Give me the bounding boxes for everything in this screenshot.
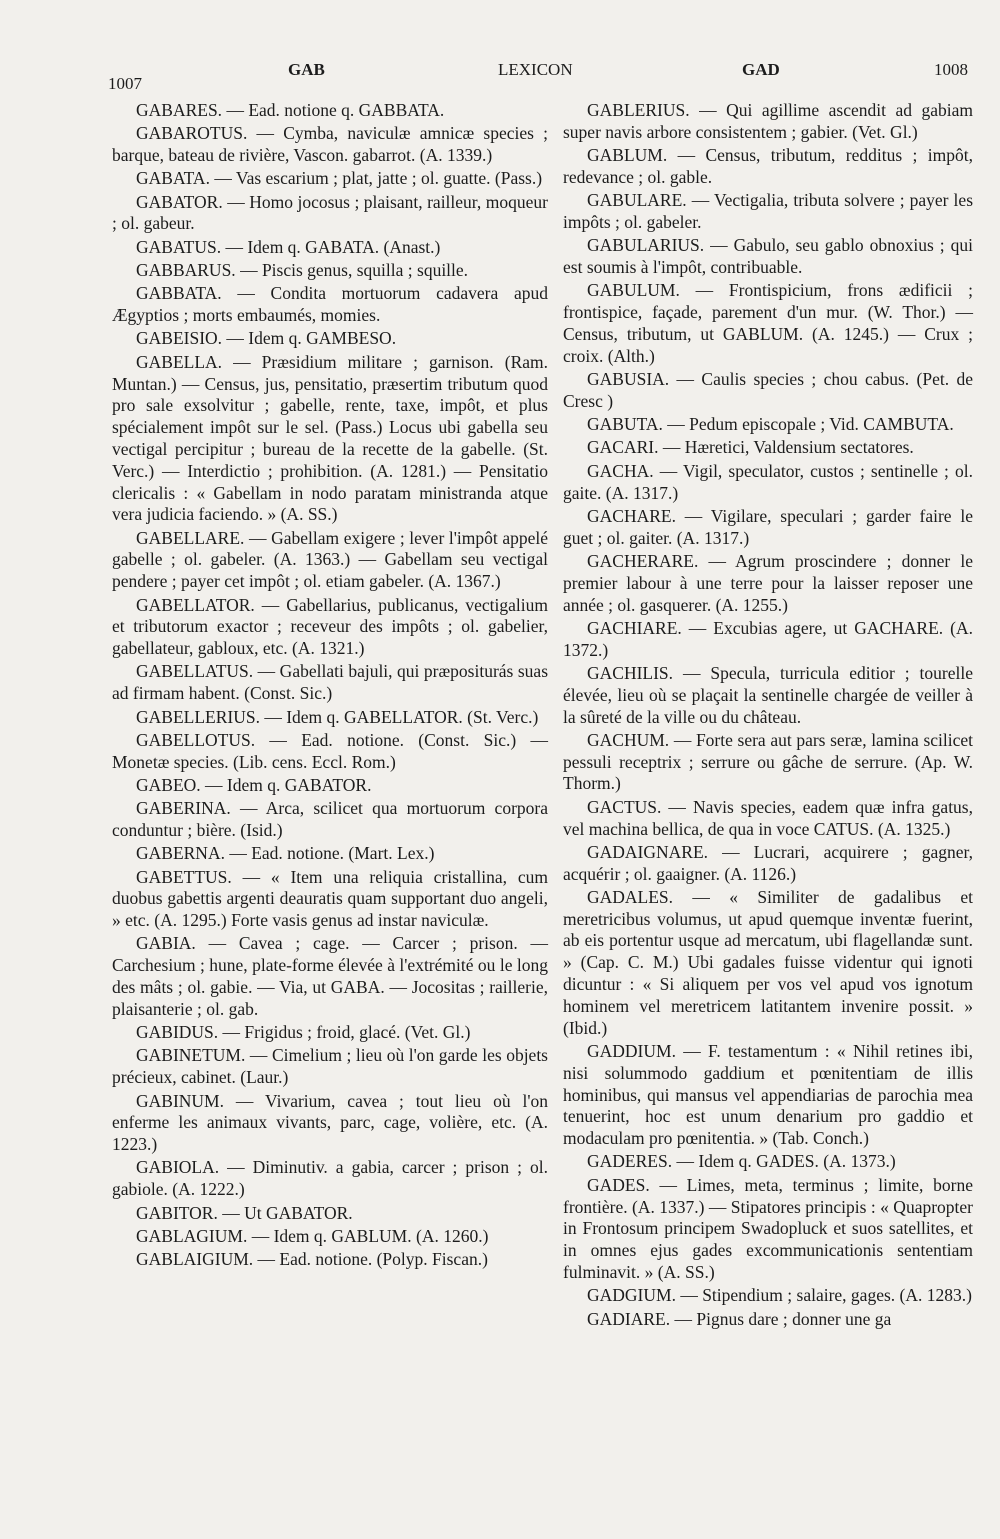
entry-headword: GABLAIGIUM. — [136, 1249, 254, 1270]
entry-definition: — Idem q. GABATOR. — [205, 774, 372, 795]
entry-definition: — Cimelium ; lieu où l'on garde les objets précieux, cabinet. (Laur.) — [112, 1045, 548, 1088]
entry-definition: — Qui agillime ascendit ad gabiam super navis arbore consistentem ; gabier. (Vet. Gl.) — [563, 100, 973, 142]
entry-headword: GABIDUS. — [136, 1022, 219, 1043]
entry-definition: — Ead. notione. (Mart. Lex.) — [229, 843, 435, 864]
dictionary-entry — [563, 797, 973, 841]
entry-definition: — Idem q. GABLUM. (A. 1260.) — [251, 1225, 489, 1246]
dictionary-entry — [112, 867, 548, 932]
entry-headword: GABELLA. — [136, 351, 223, 372]
entry-headword: GABIOLA. — [136, 1157, 220, 1178]
dictionary-entry — [563, 506, 973, 550]
entry-headword: GABATOR. — [136, 191, 223, 212]
entry-definition: — Vigilare, speculari ; garder faire le guet ; ol. gaiter. (A. 1317.) — [563, 505, 973, 548]
dictionary-entry — [563, 414, 973, 436]
entry-headword: GABEO. — [136, 774, 201, 795]
dictionary-entry — [563, 842, 973, 886]
entry-definition: — Lucrari, acquirere ; gagner, acquérir ; ol. gaaigner. (A. 1126.) — [563, 841, 973, 884]
dictionary-entry — [112, 1157, 548, 1201]
entry-definition: — Caulis species ; chou cabus. (Pet. de Cresc ) — [563, 369, 973, 411]
dictionary-entry — [112, 168, 548, 190]
running-header — [108, 60, 968, 93]
entry-headword: GABBARUS. — [136, 260, 236, 281]
entry-definition: — Diminutiv. a gabia, carcer ; prison ; ol. gabiole. (A. 1222.) — [112, 1157, 548, 1200]
entry-definition: — Limes, meta, terminus ; limite, borne frontière. (A. 1337.) — Stipatores principis : « Quapropter in Frontosum principem Swadopluck et suos satellites, et in omnes ejus gades excommunicationis sententiam fulminavit. » (A. SS.) — [563, 1174, 973, 1282]
dictionary-entry — [563, 1309, 973, 1331]
dictionary-entry — [112, 260, 548, 282]
dictionary-entry — [112, 933, 548, 1020]
entry-definition: — Idem q. GABATA. (Anast.) — [225, 236, 441, 257]
entry-definition: — Idem q. GABELLATOR. (St. Verc.) — [264, 706, 539, 727]
dictionary-entry — [563, 145, 973, 189]
page-number-left: 1007 — [108, 74, 142, 93]
dictionary-entry — [563, 1041, 973, 1150]
entry-definition: — Gabulo, seu gablo obnoxius ; qui est soumis à l'impôt, contribuable. — [563, 235, 974, 278]
entry-definition: — Agrum proscindere ; donner le premier labour à une terre pour la laisser reposer une année ; ol. gasquerer. (A. 1255.) — [563, 550, 973, 615]
dictionary-entry — [112, 595, 548, 660]
dictionary-entry — [563, 1151, 973, 1173]
entry-definition: — Cavea ; cage. — Carcer ; prison. — Carchesium ; hune, plate-forme élevée à l'extrémité ou le long des mâts ; ol. gabie. — Via, ut GABA. — Jocositas ; raillerie, plaisanterie ; ol. gab. — [112, 933, 549, 1019]
dictionary-entry — [112, 1045, 548, 1089]
entry-definition: — Frontispicium, frons ædificii ; frontispice, façade, parement d'un mur. (W. Thor.) — Census, tributum, ut GABLUM. (A. 1245.) — Crux ; croix. (Alth.) — [563, 280, 974, 366]
entry-definition: — Forte sera aut pars seræ, lamina scilicet pessuli receptrix ; serrure ou gâche de serrure. (Ap. W. Thorm.) — [563, 729, 974, 794]
entry-headword: GABBATA. — [136, 283, 222, 304]
entry-headword: GACHILIS. — [587, 662, 674, 683]
entry-definition: — Gabellati bajuli, qui præpositurás suas ad firmam habent. (Const. Sic.) — [112, 661, 549, 704]
dictionary-entry — [563, 887, 973, 1040]
entry-definition: — Arca, scilicet qua mortuorum corpora conduntur ; bière. (Isid.) — [112, 798, 549, 840]
dictionary-entry — [112, 237, 548, 259]
entry-headword: GABATA. — [136, 168, 210, 189]
dictionary-entry — [112, 123, 548, 167]
entry-definition: — Ead. notione. (Polyp. Fiscan.) — [257, 1249, 488, 1270]
entry-definition: — Condita mortuorum cadavera apud Ægyptios ; morts embaumés, momies. — [112, 283, 549, 326]
entry-definition: — F. testamentum : « Nihil retines ibi, nisi solummodo gaddium et pœnitentiam de illis hominibus, qui mansus vel appendiarias de parochia mea tenuerint, hoc est unum denarium pro gaddio et modaculam pro pœnitentia. » (Tab. Conch.) — [563, 1040, 973, 1149]
entry-headword: GABLERIUS. — [587, 100, 690, 120]
dictionary-entry — [563, 618, 973, 662]
entry-headword: GABLAGIUM. — [136, 1225, 248, 1246]
dictionary-entry — [112, 661, 548, 705]
entry-headword: GACHUM. — [587, 729, 670, 750]
entry-headword: GABUTA. — [587, 414, 663, 435]
entry-headword: GACTUS. — [587, 796, 662, 817]
dictionary-entry — [563, 551, 973, 616]
entry-headword: GABATUS. — [136, 236, 222, 257]
entry-definition: — Vas escarium ; plat, jatte ; ol. guatte. (Pass.) — [214, 168, 543, 189]
entry-definition: — Cymba, naviculæ amnicæ species ; barque, bateau de rivière, Vascon. gabarrot. (A. 1339.) — [112, 123, 548, 166]
entry-definition: — « Similiter de gadalibus et meretricibus volumus, ut apud quemque inventæ fuerint, ab eis portentur usque ad mercatum, ubi flagellandæ sunt. » (Cap. C. M.) Ubi gadales fuisse videntur qui ignoti dicuntur : « Si aliquem per vos vel apud vos ignotum hominem vel meretricem latitantem invenire possit. » (Ibid.) — [563, 886, 973, 1038]
entry-definition: — Ead. notione q. GABBATA. — [226, 100, 445, 120]
guide-word-right: GAD — [742, 60, 780, 79]
entry-definition: — Pedum episcopale ; Vid. CAMBUTA. — [667, 414, 954, 435]
entry-headword: GADGIUM. — [587, 1285, 676, 1306]
dictionary-entry — [112, 1022, 548, 1044]
entry-definition: — Piscis genus, squilla ; squille. — [240, 260, 469, 281]
dictionary-entry — [112, 798, 548, 842]
dictionary-entry — [112, 283, 548, 327]
entry-definition: — Census, tributum, redditus ; impôt, redevance ; ol. gable. — [563, 145, 973, 187]
dictionary-entry — [112, 328, 548, 350]
entry-headword: GABETTUS. — [136, 866, 232, 887]
entry-definition: — Ut GABATOR. — [222, 1202, 353, 1223]
dictionary-entry — [563, 1175, 973, 1284]
dictionary-entry — [112, 100, 548, 122]
dictionary-entry — [112, 1091, 548, 1156]
entry-headword: GABERINA. — [136, 798, 231, 819]
entry-headword: GACHERARE. — [587, 550, 699, 571]
entry-headword: GADERES. — [587, 1151, 673, 1172]
entry-headword: GABELLATUS. — [136, 661, 254, 682]
entry-headword: GABUSIA. — [587, 369, 670, 390]
dictionary-entry — [112, 1203, 548, 1225]
dictionary-entry — [563, 461, 973, 505]
entry-headword: GABULARIUS. — [587, 235, 705, 256]
entry-definition: — « Item una reliquia cristallina, cum duobus gabettis argenti deauratis quam supportant duo angeli, » etc. (A. 1295.) Forte vasis genus ad instar naviculæ. — [112, 866, 548, 931]
entry-definition: — Hæretici, Valdensium sectatores. — [662, 437, 914, 458]
dictionary-entry — [563, 663, 973, 728]
entry-headword: GABELLARE. — [136, 527, 245, 548]
entry-definition: — Specula, turricula editior ; tourelle élevée, lieu où se plaçait la sentinelle chargée de veiller à la sûreté de la ville ou du château. — [563, 662, 973, 727]
entry-headword: GABINUM. — [136, 1090, 224, 1111]
entry-definition: — Idem q. GAMBESO. — [226, 328, 397, 349]
entry-headword: GABIA. — [136, 933, 196, 954]
entry-headword: GABAROTUS. — [136, 123, 248, 144]
right-column — [563, 100, 973, 1332]
entry-headword: GADALES. — [587, 886, 674, 907]
entry-definition: — Navis species, eadem quæ infra gatus, vel machina bellica, de qua in voce CATUS. (A. 1325.) — [563, 796, 973, 839]
entry-definition: — Stipendium ; salaire, gages. (A. 1283.) — [680, 1285, 972, 1306]
dictionary-entry — [563, 1285, 973, 1307]
entry-headword: GABITOR. — [136, 1202, 218, 1223]
entry-definition: — Ead. notione. (Const. Sic.) — Monetæ species. (Lib. cens. Eccl. Rom.) — [112, 729, 549, 772]
entry-headword: GADAIGNARE. — [587, 841, 709, 862]
entry-headword: GABINETUM. — [136, 1045, 246, 1066]
dictionary-entry — [112, 707, 548, 729]
dictionary-entry — [563, 190, 973, 234]
dictionary-entry — [112, 843, 548, 865]
entry-headword: GACHIARE. — [587, 617, 682, 638]
entry-headword: GADIARE. — [587, 1308, 671, 1329]
dictionary-entry — [563, 235, 973, 279]
entry-definition: — Vivarium, cavea ; tout lieu où l'on enferme les animaux vivants, parc, cage, volière, etc. (A. 1223.) — [112, 1090, 548, 1155]
dictionary-entry — [112, 1249, 548, 1271]
dictionary-entry — [112, 192, 548, 236]
entry-headword: GABULARE. — [587, 190, 687, 211]
entry-headword: GABULUM. — [587, 280, 680, 301]
dictionary-entry — [563, 280, 973, 367]
entry-headword: GABARES. — [136, 100, 223, 120]
entry-definition: — Pignus dare ; donner une ga — [674, 1308, 892, 1329]
dictionary-entry — [112, 352, 548, 526]
entry-headword: GABEISIO. — [136, 328, 223, 349]
entry-definition: — Gabellam exigere ; lever l'impôt appelé gabelle ; ol. gabeler. (A. 1363.) — Gabellam seu vectigal pendere ; payer cet impôt ; ol. etiam gabeler. (A. 1367.) — [112, 527, 549, 592]
entry-headword: GADDIUM. — [587, 1040, 676, 1061]
entry-headword: GABELLOTUS. — [136, 729, 256, 750]
entry-definition: — Frigidus ; froid, glacé. (Vet. Gl.) — [222, 1022, 471, 1043]
header-title: LEXICON — [498, 60, 573, 79]
entry-headword: GACARI. — [587, 437, 659, 458]
entry-definition: — Homo jocosus ; plaisant, railleur, moqueur ; ol. gabeur. — [112, 191, 549, 234]
entry-headword: GABELLERIUS. — [136, 706, 260, 727]
dictionary-entry — [112, 528, 548, 593]
entry-headword: GABERNA. — [136, 843, 225, 864]
entry-headword: GADES. — [587, 1174, 650, 1195]
guide-word-left: GAB — [288, 60, 325, 79]
dictionary-entry — [112, 1226, 548, 1248]
entry-headword: GACHA. — [587, 460, 654, 481]
entry-definition: — Vectigalia, tributa solvere ; payer les impôts ; ol. gabeler. — [563, 190, 973, 232]
entry-definition: — Gabellarius, publicanus, vectigalium et tributorum exactor ; receveur des impôts ; ol. gabelier, gabellateur, gabloux, etc. (A. 1321.) — [112, 594, 548, 659]
entry-headword: GABELLATOR. — [136, 594, 255, 615]
dictionary-entry — [563, 100, 973, 144]
entry-definition: — Excubias agere, ut GACHARE. (A. 1372.) — [563, 617, 973, 660]
dictionary-entry — [563, 369, 973, 413]
entry-headword: GABLUM. — [587, 145, 668, 166]
dictionary-entry — [112, 730, 548, 774]
entry-definition: — Vigil, speculator, custos ; sentinelle ; ol. gaite. (A. 1317.) — [563, 460, 974, 503]
entry-headword: GACHARE. — [587, 505, 676, 526]
dictionary-entry — [563, 437, 973, 459]
page-number-right: 1008 — [934, 60, 968, 79]
dictionary-entry — [563, 730, 973, 795]
entry-definition: — Idem q. GADES. (A. 1373.) — [676, 1151, 896, 1172]
entry-definition: — Præsidium militare ; garnison. (Ram. Muntan.) — Census, jus, pensitatio, præsertim tributum quod pro sale exsolvitur ; gabelle, rente, taxe, impôt, et plus spécialement impôt sur le sel. (Pass.) Locus ubi gabella seu vectigal percipitur ; bureau de la recette de la gabelle. (St. Verc.) — Interdictio ; prohibition. (A. 1281.) — Pensitatio clericalis : « Gabellam in nodo paratam ministranda atque vera judicia faciendo. » (A. SS.) — [112, 351, 549, 525]
left-column — [112, 100, 548, 1272]
dictionary-entry — [112, 775, 548, 797]
